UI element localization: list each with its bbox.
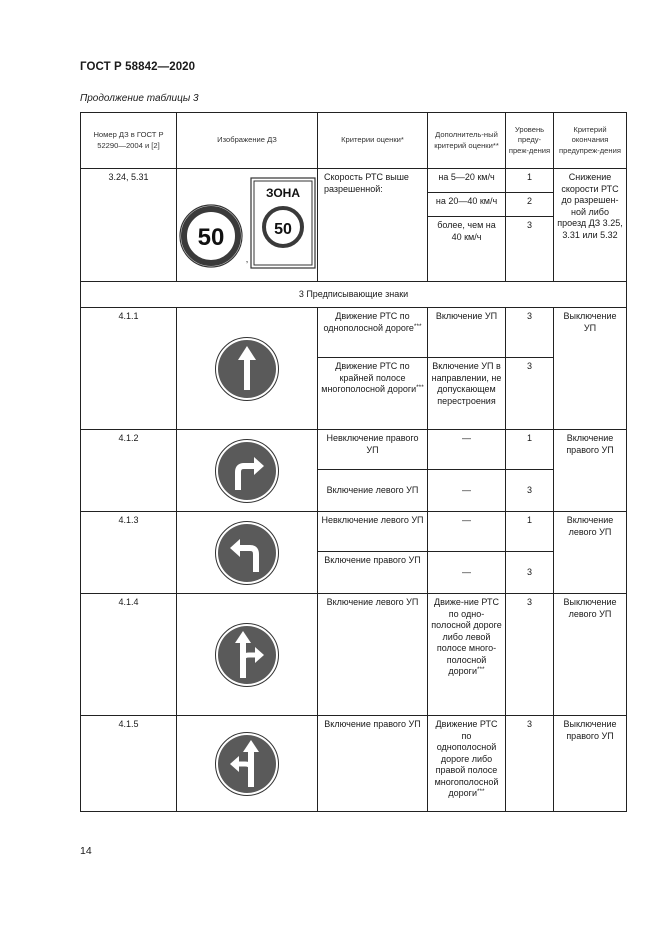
cell-additional: — [428, 512, 506, 552]
cell-end-criterion: Снижение скорости РТС до разрешен-ной либо проезд ДЗ 3.25, 3.31 или 5.32 [554, 169, 627, 282]
cell-additional: Включение УП [428, 308, 506, 358]
cell-criterion: Включение левого УП [318, 594, 428, 716]
speed-zone-sign-icon [250, 177, 316, 269]
cell-criterion: Скорость РТС выше разрешенной: [318, 169, 428, 282]
table-row [81, 512, 627, 552]
cell-end-criterion: Включение правого УП [554, 430, 627, 512]
table-row [81, 308, 627, 358]
cell-additional: на 20—40 км/ч [428, 193, 506, 217]
cell-criterion: Включение правого УП [318, 716, 428, 812]
footnote-mark: *** [476, 788, 485, 795]
cell-end-criterion: Выключение УП [554, 308, 627, 430]
sign-pair [178, 177, 317, 269]
cell-additional: более, чем на 40 км/ч [428, 217, 506, 282]
cell-end-criterion: Выключение левого УП [554, 594, 627, 716]
cell-criterion [318, 358, 428, 430]
column-header-number: Номер ДЗ в ГОСТ Р 52290—2004 и [2] [81, 113, 177, 169]
cell-sign-image [177, 430, 318, 512]
cell-sign-image [177, 169, 318, 282]
table-header-row [81, 113, 627, 169]
cell-sign-image [177, 512, 318, 594]
straight-or-left-sign-icon [214, 731, 280, 797]
cell-criterion: Невключение левого УП [318, 512, 428, 552]
page-number: 14 [80, 845, 92, 857]
cell-sign-image [177, 716, 318, 812]
cell-criterion: Включение левого УП [318, 470, 428, 512]
zone-title: ЗОНА [266, 186, 301, 201]
cell-additional: — [428, 470, 506, 512]
cell-number: 4.1.2 [81, 430, 177, 512]
cell-additional [428, 594, 506, 716]
cell-end-criterion: Включение левого УП [554, 512, 627, 594]
column-header-image: Изображение ДЗ [177, 113, 318, 169]
cell-additional: — [428, 552, 506, 594]
criterion-text: Движение РТС по крайней полосе многополосной дороги [321, 361, 417, 394]
column-header-end: Критерий окончания предупреж-дения [554, 113, 627, 169]
section-row [81, 282, 627, 308]
cell-level: 3 [506, 594, 554, 716]
speed-limit-sign-icon [178, 203, 244, 269]
straight-or-right-sign-icon [214, 622, 280, 688]
zone-speed-value: 50 [274, 221, 293, 239]
footnote-mark: *** [476, 666, 485, 673]
cell-level: 3 [506, 470, 554, 512]
cell-additional: — [428, 430, 506, 470]
cell-sign-image [177, 594, 318, 716]
additional-text: Движение РТС по однополосной дороге либо правой полосе многополосной дороги [434, 719, 499, 798]
criterion-text: Движение РТС по однополосной дороге [323, 311, 414, 333]
cell-number: 4.1.5 [81, 716, 177, 812]
document-header: ГОСТ Р 58842—2020 [80, 61, 196, 73]
cell-additional: на 5—20 км/ч [428, 169, 506, 193]
sign-separator: , [245, 253, 249, 264]
column-header-level: Уровень преду-преж-дения [506, 113, 554, 169]
cell-level: 3 [506, 358, 554, 430]
cell-end-criterion: Выключение правого УП [554, 716, 627, 812]
table-row [81, 430, 627, 470]
cell-level: 1 [506, 512, 554, 552]
column-header-criteria: Критерии оценки* [318, 113, 428, 169]
footnote-mark: *** [416, 384, 424, 391]
cell-level: 3 [506, 308, 554, 358]
signs-table [80, 112, 627, 812]
right-turn-sign-icon [214, 438, 280, 504]
cell-level: 3 [506, 716, 554, 812]
table-row [81, 716, 627, 812]
cell-additional: Включение УП в направлении, не допускающем перестроения [428, 358, 506, 430]
straight-arrow-sign-icon [214, 336, 280, 402]
cell-sign-image [177, 308, 318, 430]
cell-number: 4.1.3 [81, 512, 177, 594]
cell-level: 1 [506, 430, 554, 470]
cell-criterion: Невключение правого УП [318, 430, 428, 470]
cell-level: 3 [506, 217, 554, 282]
table-row [81, 169, 627, 193]
additional-text: Движе-ние РТС по одно-полосной дороге либо левой полосе много-полосной дороги [431, 597, 502, 676]
left-turn-sign-icon [214, 520, 280, 586]
cell-number: 4.1.4 [81, 594, 177, 716]
table-row [81, 594, 627, 716]
cell-criterion [318, 308, 428, 358]
cell-criterion: Включение правого УП [318, 552, 428, 594]
footnote-mark: *** [413, 322, 422, 330]
section-title: 3 Предписывающие знаки [81, 282, 627, 308]
cell-number: 3.24, 5.31 [81, 169, 177, 282]
cell-number: 4.1.1 [81, 308, 177, 430]
cell-additional [428, 716, 506, 812]
cell-level: 2 [506, 193, 554, 217]
speed-limit-value: 50 [197, 224, 225, 252]
cell-level: 3 [506, 552, 554, 594]
table-caption: Продолжение таблицы 3 [80, 93, 199, 104]
column-header-additional: Дополнитель-ный критерий оценки** [428, 113, 506, 169]
cell-level: 1 [506, 169, 554, 193]
